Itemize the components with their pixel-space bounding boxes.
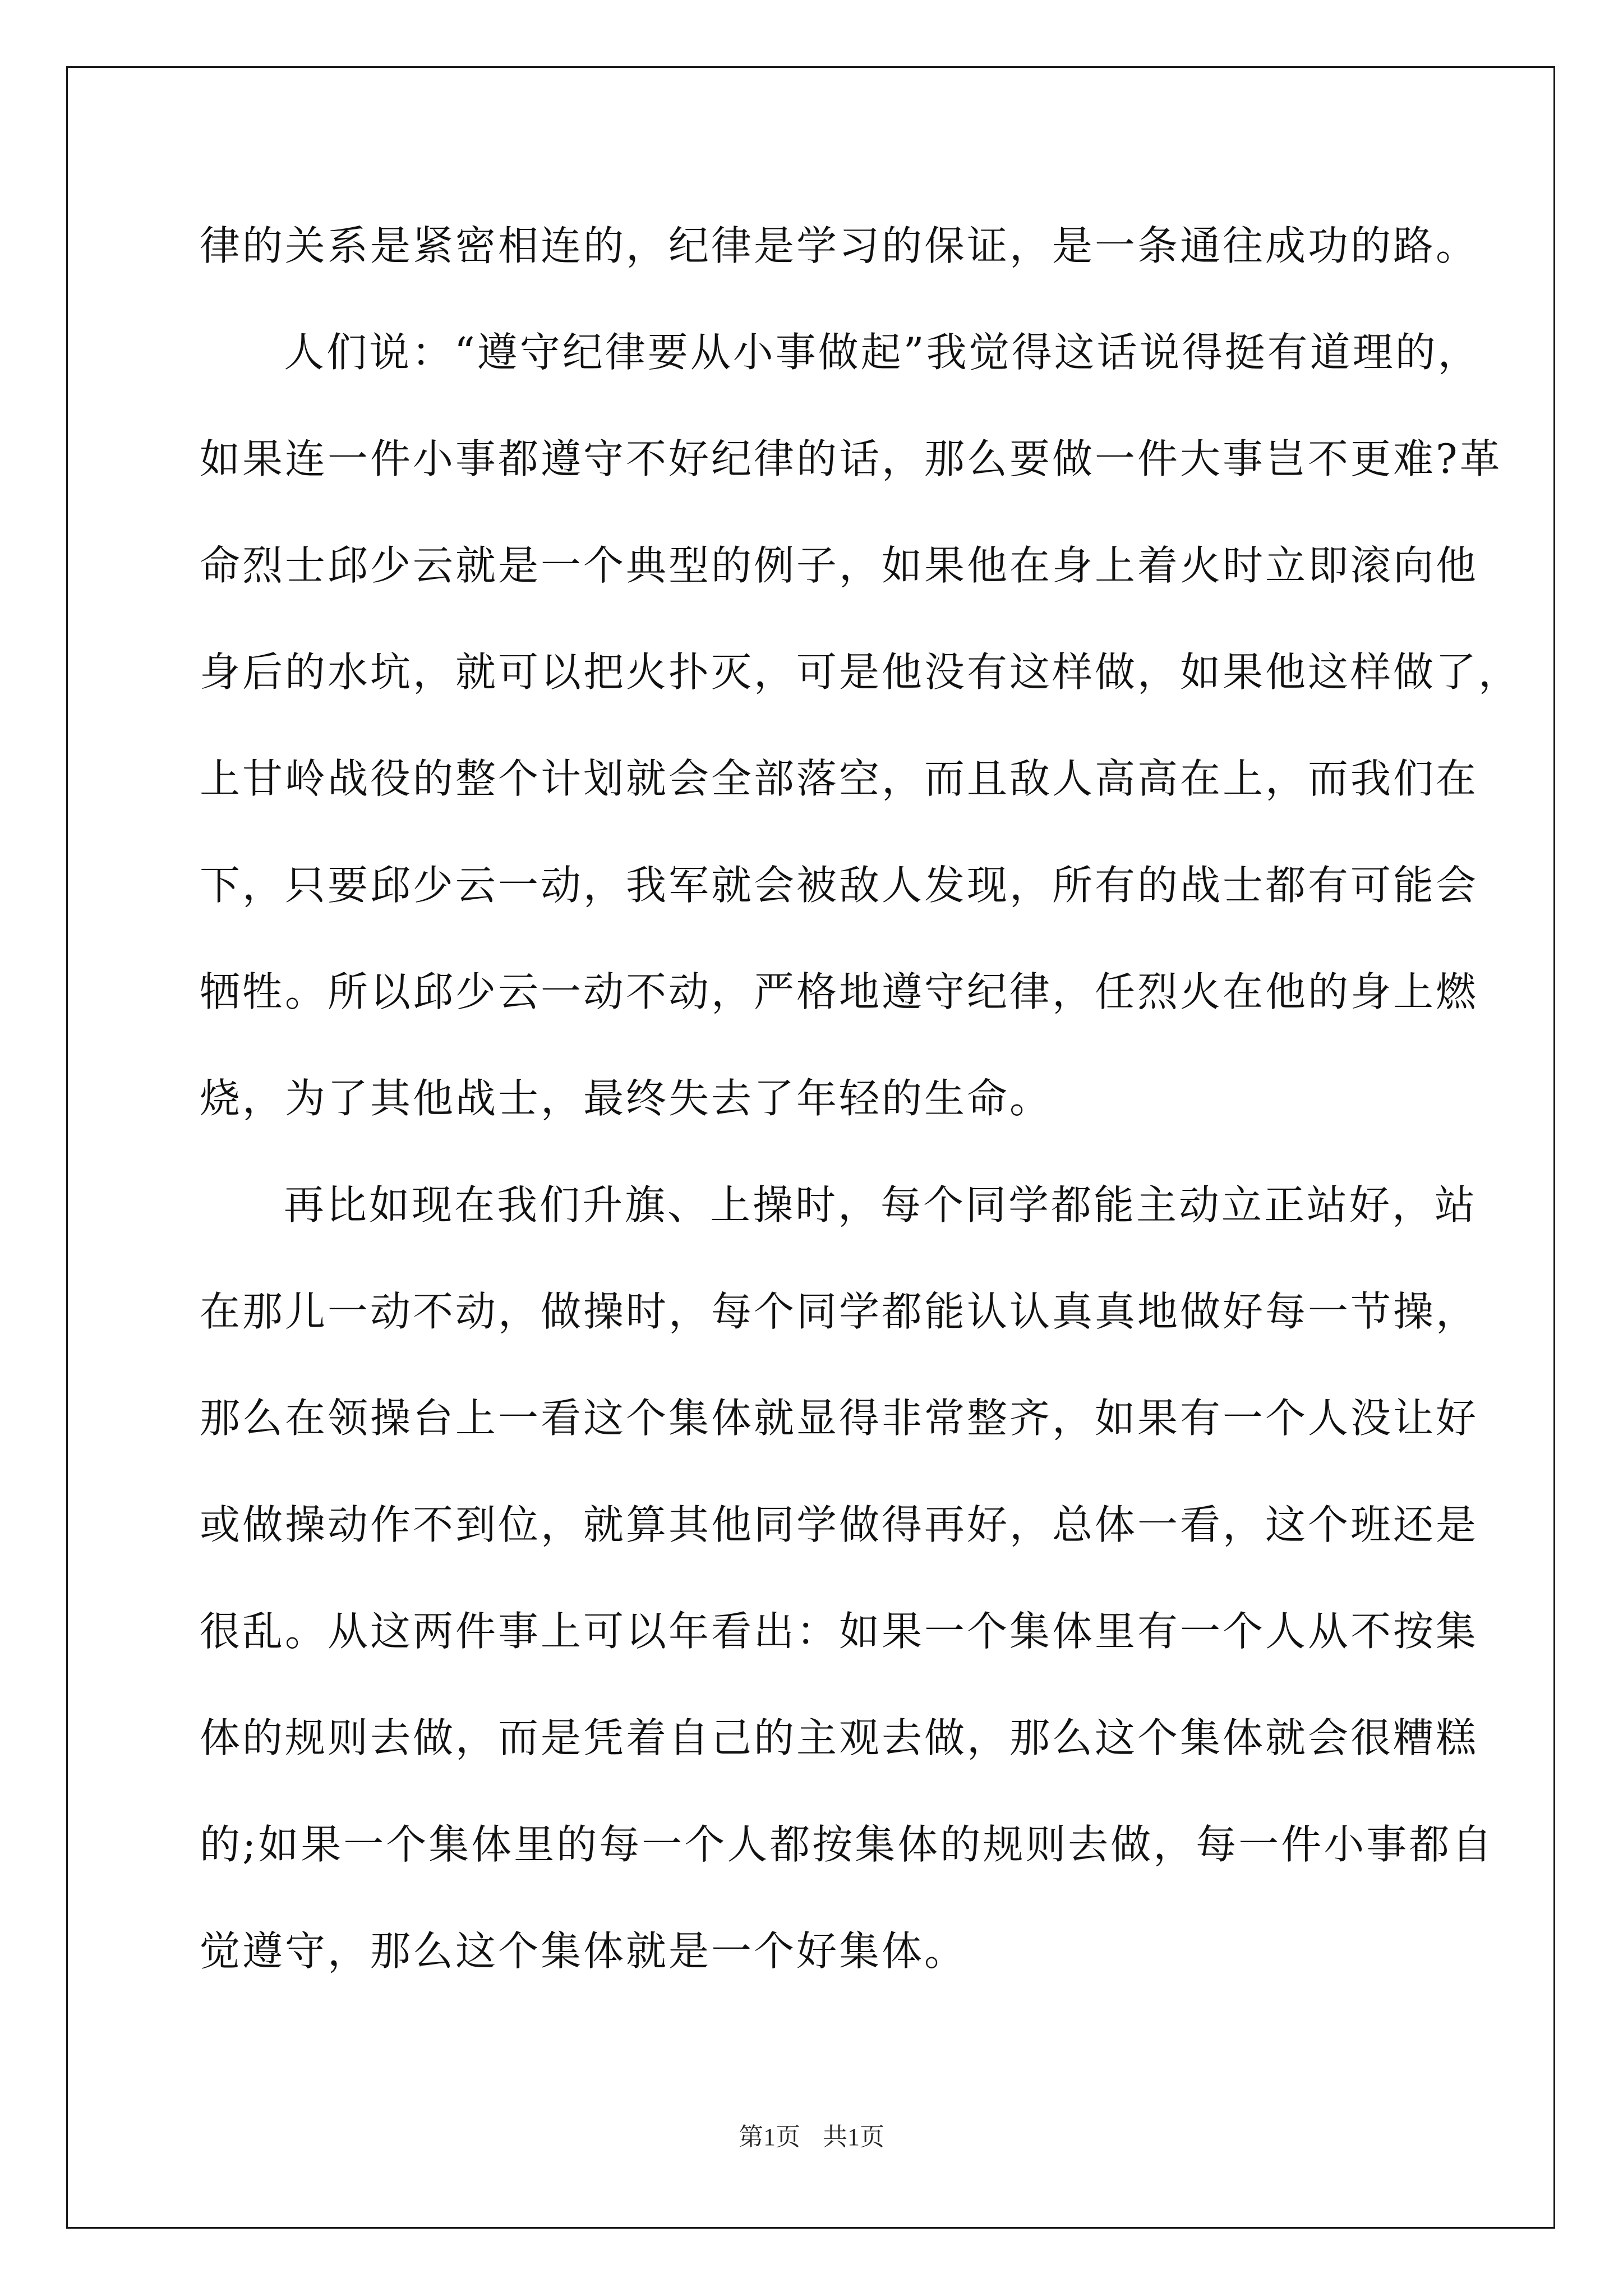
page-footer: [0, 2120, 1623, 2154]
text-line: 觉遵守，那么这个集体就是一个好集体。: [200, 1927, 967, 1975]
text-line: 命烈士邱少云就是一个典型的例子，如果他在身上着火时立即滚向他: [200, 542, 1479, 589]
paragraph-start-line: 再比如现在我们升旗、上操时，每个同学都能主动立正站好，站: [284, 1181, 1478, 1228]
text-line: 身后的水坑，就可以把火扑灭，可是他没有这样做，如果他这样做了，: [200, 648, 1521, 696]
text-line: 的;如果一个集体里的每一个人都按集体的规则去做，每一件小事都自: [200, 1821, 1495, 1868]
text-line: 牺牲。所以邱少云一动不动，严格地遵守纪律，任烈火在他的身上燃: [200, 968, 1479, 1015]
text-line: 那么在领操台上一看这个集体就显得非常整齐，如果有一个人没让好: [200, 1395, 1479, 1442]
text-line: 很乱。从这两件事上可以年看出：如果一个集体里有一个人从不按集: [200, 1608, 1479, 1655]
page-border: [66, 66, 1555, 2229]
text-line: 体的规则去做，而是凭着自己的主观去做，那么这个集体就会很糟糕: [200, 1714, 1479, 1761]
text-line: 下，只要邱少云一动，我军就会被敌人发现，所有的战士都有可能会: [200, 862, 1479, 909]
text-line: 在那儿一动不动，做操时，每个同学都能认认真真地做好每一节操，: [200, 1288, 1479, 1335]
text-line: 上甘岭战役的整个计划就会全部落空，而且敌人高高在上，而我们在: [200, 755, 1479, 802]
text-line: 如果连一件小事都遵守不好纪律的话，那么要做一件大事岂不更难?革: [200, 435, 1502, 482]
text-line: 律的关系是紧密相连的，纪律是学习的保证，是一条通往成功的路。: [200, 222, 1479, 269]
text-line: 烧，为了其他战士，最终失去了年轻的生命。: [200, 1075, 1053, 1122]
page-total: 共1页: [823, 2123, 884, 2151]
page-number: 第1页: [739, 2123, 800, 2151]
paragraph-start-line: 人们说：“遵守纪律要从小事做起”我觉得这话说得挺有道理的，: [284, 329, 1481, 376]
text-line: 或做操动作不到位，就算其他同学做得再好，总体一看，这个班还是: [200, 1501, 1479, 1548]
